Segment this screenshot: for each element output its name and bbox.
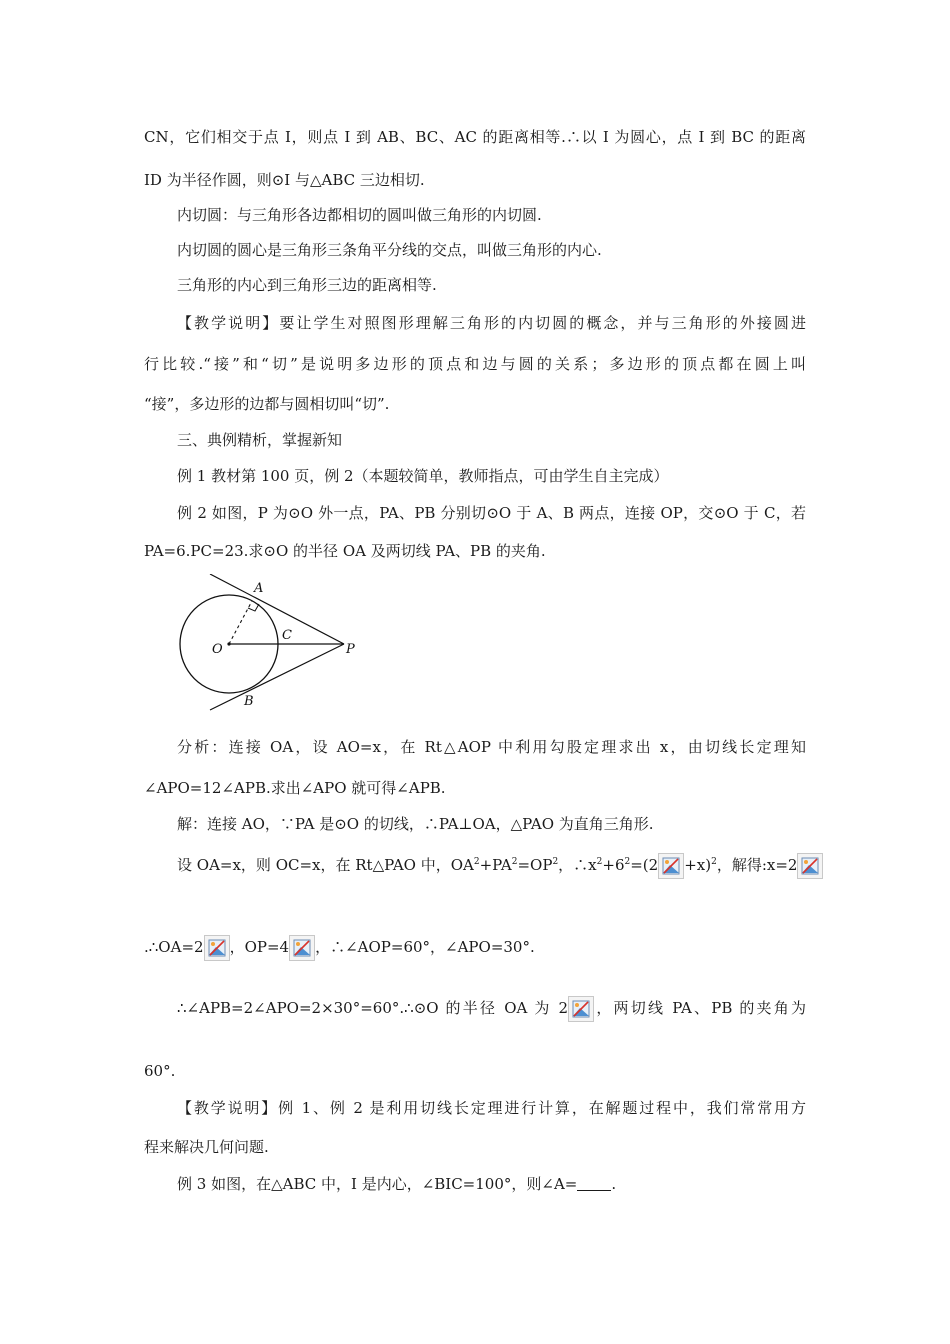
example-3: 例 3 如图，在△ABC 中，I 是内心，∠BIC=100°，则∠A= . <box>177 1175 617 1193</box>
example-1: 例 1 教材第 100 页，例 2（本题较简单，教师指点，可由学生自主完成） <box>177 467 669 485</box>
broken-image-icon <box>568 996 594 1022</box>
solution-equation-line: 设 OA=x，则 OC=x，在 Rt△PAO 中，$OA^2+PA^2=OP^2$，$\therefore x^2+6^2=(2$ +x)$^2$，解得:x=2 <box>177 853 823 879</box>
definition-property: 三角形的内心到三角形三边的距离相等. <box>177 276 437 294</box>
label-o: O <box>212 642 223 657</box>
example-2: 例 2 如图，P 为⊙O 外一点，PA、PB 分别切⊙O 于 A、B 两点，连接 OP，交⊙O 于 C，若 <box>177 504 806 522</box>
label-b: B <box>244 694 254 709</box>
broken-image-icon <box>797 853 823 879</box>
label-a: A <box>254 581 264 596</box>
analysis: ∠APO=12∠APB.求出∠APO 就可得∠APB. <box>144 779 446 797</box>
label-p: P <box>346 642 355 657</box>
teaching-note: 程来解决几何问题. <box>144 1138 269 1156</box>
teaching-note: “接”，多边形的边都与圆相切叫“切”. <box>144 395 390 413</box>
broken-image-icon <box>658 853 684 879</box>
definition-incircle: 内切圆：与三角形各边都相切的圆叫做三角形的内切圆. <box>177 206 542 224</box>
paragraph-line: ID 为半径作圆，则⊙I 与△ABC 三边相切. <box>144 171 425 189</box>
solution-line: 解：连接 AO，∵PA 是⊙O 的切线，∴PA⊥OA，△PAO 为直角三角形. <box>177 815 654 833</box>
teaching-note: 【教学说明】要让学生对照图形理解三角形的内切圆的概念，并与三角形的外接圆进 <box>177 314 806 332</box>
tangent-figure <box>172 574 372 714</box>
label-c: C <box>282 628 292 643</box>
segment-oa-dashed <box>229 601 252 644</box>
answer-blank <box>577 1176 611 1191</box>
section-heading: 三、典例精析，掌握新知 <box>177 431 343 449</box>
solution-line: 60°. <box>144 1062 176 1080</box>
solution-line: ∴∠APB=2∠APO=2×30°=60°.∴⊙O 的半径 OA 为 2 ，两切线 PA、PB 的夹角为 <box>177 996 806 1022</box>
paragraph-line: CN，它们相交于点 I，则点 I 到 AB、BC、AC 的距离相等.∴以 I 为圆心，点 I 到 BC 的距离 <box>144 128 806 146</box>
broken-image-icon <box>204 935 230 961</box>
analysis: 分析：连接 OA，设 AO=x，在 Rt△AOP 中利用勾股定理求出 x，由切线长定理知 <box>177 738 806 756</box>
teaching-note: 行比较.“接”和“切”是说明多边形的顶点和边与圆的关系；多边形的顶点都在圆上叫 <box>144 355 806 373</box>
solution-line: .∴OA=2 ，OP=4 ，∴∠AOP=60°，∠APO=30°. <box>144 935 535 961</box>
definition-incenter: 内切圆的圆心是三角形三条角平分线的交点，叫做三角形的内心. <box>177 241 602 259</box>
broken-image-icon <box>289 935 315 961</box>
example-2: PA=6.PC=23.求⊙O 的半径 OA 及两切线 PA、PB 的夹角. <box>144 542 546 560</box>
teaching-note: 【教学说明】例 1、例 2 是利用切线长定理进行计算，在解题过程中，我们常常用方 <box>177 1099 806 1117</box>
